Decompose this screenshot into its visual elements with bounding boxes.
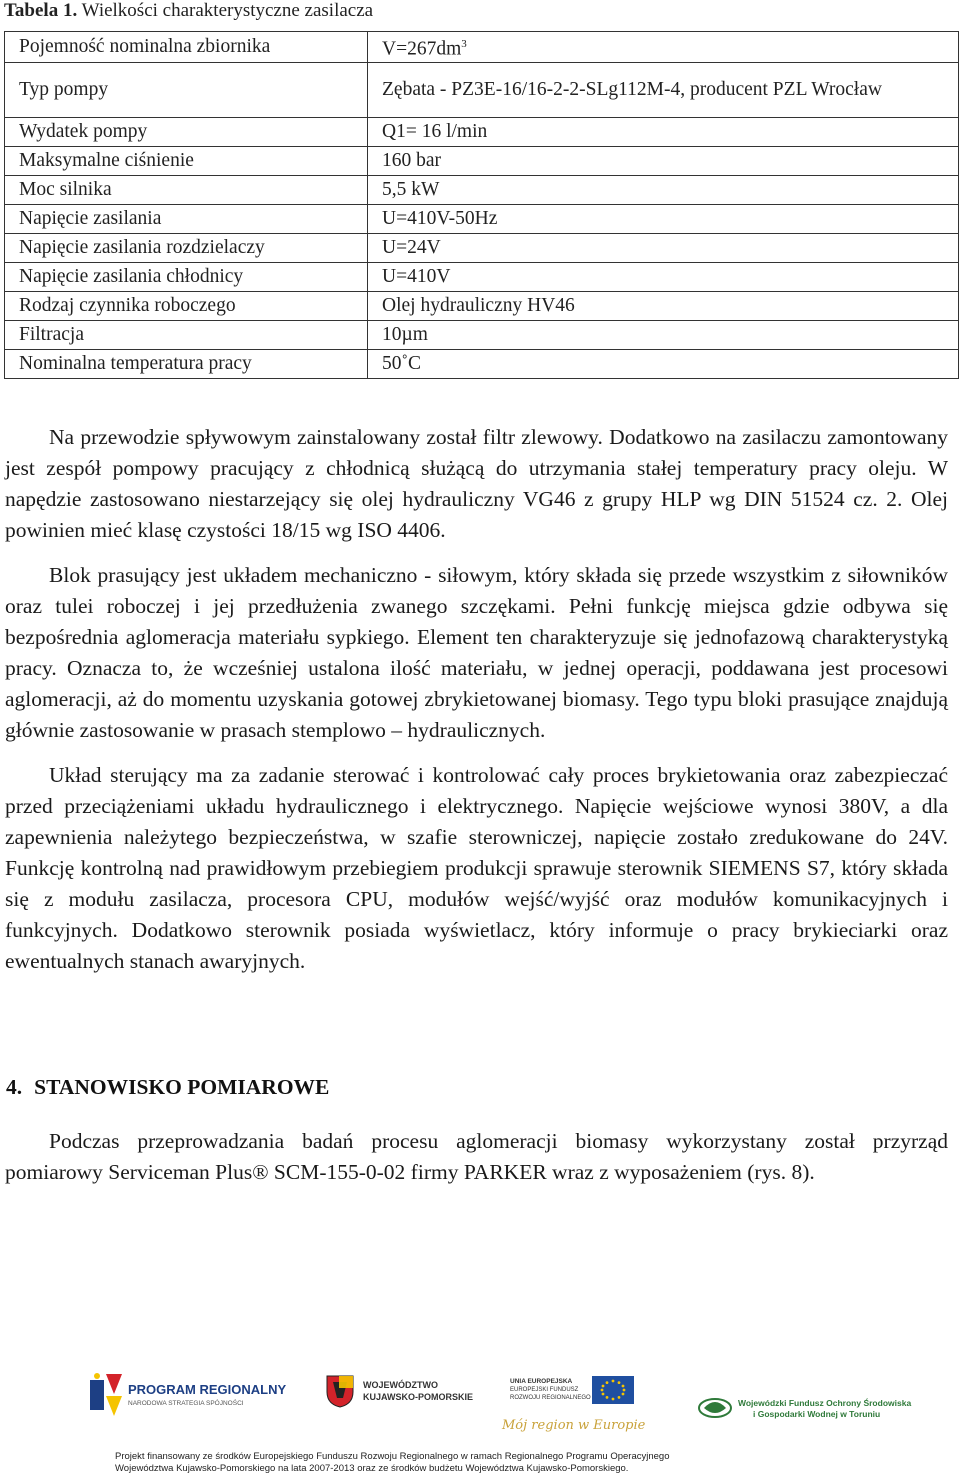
value-cell: U=410V xyxy=(368,262,959,291)
param-cell: Maksymalne ciśnienie xyxy=(5,146,368,175)
eu-logo xyxy=(502,1378,646,1448)
paragraph: Układ sterujący ma za zadanie sterować i kontrolować cały proces brykietowania oraz zabezpieczać przed przeciążeniami układu hydraulicznego i elektrycznego. Napięcie wejściowe wynosi 380V, a dla zapewnienia należytego bezpieczeństwa, w szafie sterowniczej, napięcie zostało zredukowane do 24V. Funkcję kontrolną nad prawidłowym przebiegiem produkcji sprawuje sterownik SIEMENS S7, który składa się z modułu zasilacza, procesora CPU, modułów wejść/wyjść oraz modułów komunikacyjnych i funkcyjnych. Dodatkowo sterownik posiada wyświetlacz, który informuje o pracy brykieciarki oraz ewentualnych stanach awaryjnych. xyxy=(5,763,948,973)
param-cell: Rodzaj czynnika roboczego xyxy=(5,291,368,320)
wojewodztwo-logo xyxy=(325,1374,474,1424)
program-regionalny-emblem-icon xyxy=(90,1372,124,1418)
logo3-line3: ROZWOJU REGIONALNEGO xyxy=(510,1395,591,1401)
param-cell: Wydatek pompy xyxy=(5,117,368,146)
param-cell: Typ pompy xyxy=(5,62,368,117)
program-regionalny-logo xyxy=(90,1370,287,1420)
table-row xyxy=(5,233,959,262)
table-caption-label: Tabela 1. xyxy=(4,0,78,21)
table-row xyxy=(5,204,959,233)
table-row xyxy=(5,175,959,204)
table-row xyxy=(5,349,959,378)
logo2-line2: KUJAWSKO-POMORSKIE xyxy=(363,1392,474,1402)
section-body xyxy=(5,1126,948,1202)
value-cell: 5,5 kW xyxy=(368,175,959,204)
logo4-line1: Wojewódzki Fundusz Ochrony Środowiska xyxy=(738,1398,912,1408)
param-cell: Napięcie zasilania chłodnicy xyxy=(5,262,368,291)
param-cell: Filtracja xyxy=(5,320,368,349)
funding-footnote xyxy=(115,1451,835,1475)
section-title: STANOWISKO POMIAROWE xyxy=(34,1075,330,1099)
table-row xyxy=(5,262,959,291)
table-row xyxy=(5,62,959,117)
param-cell: Nominalna temperatura pracy xyxy=(5,349,368,378)
footnote-line2: Województwa Kujawsko-Pomorskiego na lata 2007-2013 oraz ze środków budżetu Województwa Kujawsko-Pomorskiego. xyxy=(115,1463,629,1474)
param-cell: Moc silnika xyxy=(5,175,368,204)
value-cell: U=410V-50Hz xyxy=(368,204,959,233)
value-cell: 50˚C xyxy=(368,349,959,378)
logo3-line2: EUROPEJSKI FUNDUSZ xyxy=(510,1387,579,1393)
table-row xyxy=(5,291,959,320)
footnote-line1: Projekt finansowany ze środków Europejskiego Funduszu Rozwoju Regionalnego w ramach Regionalnego Programu Operacyjnego xyxy=(115,1451,670,1462)
paragraph: Podczas przeprowadzania badań procesu aglomeracji biomasy wykorzystany został przyrząd pomiarowy Serviceman Plus® SCM-155-0-02 firmy PARKER wraz z wyposażeniem (rys. 8). xyxy=(5,1129,948,1184)
value-cell: U=24V xyxy=(368,233,959,262)
paragraph: Na przewodzie spływowym zainstalowany został filtr zlewowy. Dodatkowo na zasilaczu zamontowany jest zespół pompowy pracujący z chłodnicą służącą do utrzymania stałej temperatury pracy oleju. W napędzie zastosowano niestarzejący się olej hydrauliczny VG46 z grupy HLP wg DIN 51524 cz. 2. Olej powinien mieć klasę czystości 18/15 wg ISO 4406. xyxy=(5,425,948,542)
wfos-logo xyxy=(698,1398,928,1428)
param-cell: Pojemność nominalna zbiornika xyxy=(5,32,368,63)
coat-of-arms-icon xyxy=(325,1374,355,1408)
section-number: 4. xyxy=(6,1075,23,1099)
value-cell: 160 bar xyxy=(368,146,959,175)
section-heading xyxy=(6,1073,329,1101)
logo3-script: Mój region w Europie xyxy=(502,1418,646,1433)
logo1-line2: NARODOWA STRATEGIA SPÓJNOŚCI xyxy=(128,1400,244,1407)
specs-table xyxy=(4,31,959,379)
logo3-line1: UNIA EUROPEJSKA xyxy=(510,1378,573,1385)
logo4-line2: i Gospodarki Wodnej w Toruniu xyxy=(753,1409,881,1419)
logo1-line1: PROGRAM REGIONALNY xyxy=(128,1382,287,1397)
table-row xyxy=(5,320,959,349)
table-row xyxy=(5,32,959,63)
param-cell: Napięcie zasilania xyxy=(5,204,368,233)
body-text xyxy=(5,422,948,991)
value-cell: 10µm xyxy=(368,320,959,349)
value-cell: Q1= 16 l/min xyxy=(368,117,959,146)
value-cell: Zębata - PZ3E-16/16-2-2-SLg112M-4, producent PZL Wrocław xyxy=(368,62,959,117)
table-caption xyxy=(4,0,373,22)
logo2-line1: WOJEWÓDZTWO xyxy=(363,1380,438,1390)
value-cell: $V=267dm^3$ xyxy=(368,32,959,63)
value-cell: Olej hydrauliczny HV46 xyxy=(368,291,959,320)
wfos-emblem-icon xyxy=(698,1398,732,1418)
param-cell: Napięcie zasilania rozdzielaczy xyxy=(5,233,368,262)
table-row xyxy=(5,146,959,175)
eu-flag-icon xyxy=(592,1376,634,1404)
table-row xyxy=(5,117,959,146)
table-caption-text: Wielkości charakterystyczne zasilacza xyxy=(81,0,374,21)
paragraph: Blok prasujący jest układem mechaniczno - siłowym, który składa się przede wszystkim z siłowników oraz tulei roboczej i jej przedłużenia zwanego szczękami. Pełni funkcję miejsca gdzie odbywa się bezpośrednia aglomeracja materiału sypkiego. Element ten charakteryzuje się jednofazową charakterystyką pracy. Oznacza to, że wcześniej ustalona ilość materiału, w jednej operacji, poddawana jest procesowi aglomeracji, aż do momentu uzyskania gotowej zbrykietowanej biomasy. Tego typu bloki prasujące znajdują głównie zastosowanie w prasach stemplowo – hydraulicznych. xyxy=(5,563,948,742)
